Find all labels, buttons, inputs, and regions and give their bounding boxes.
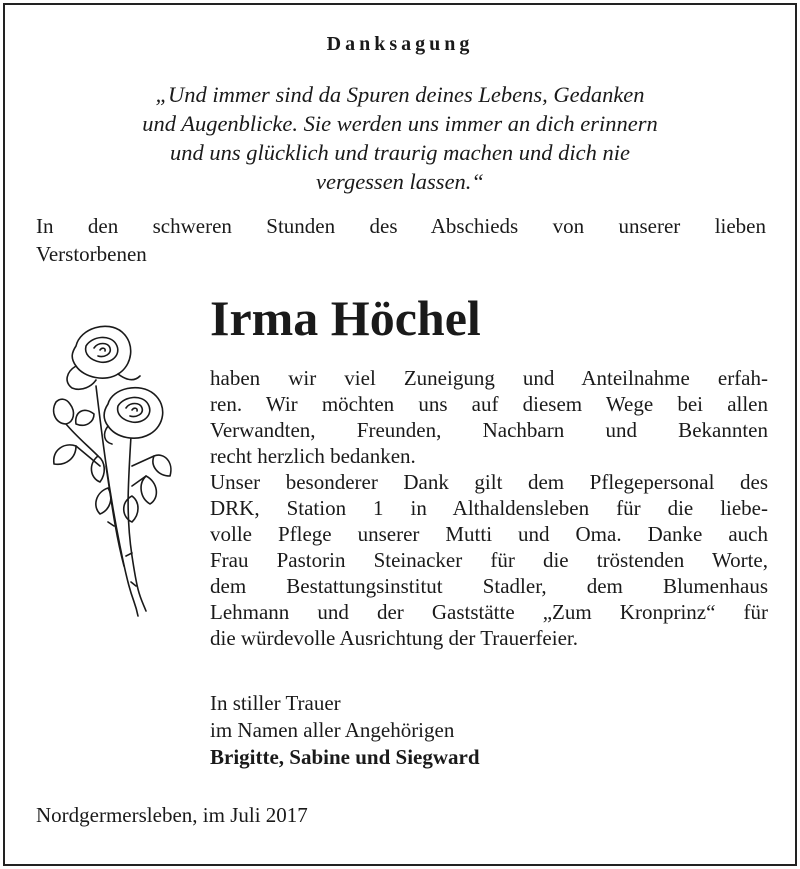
quote-line: „Und immer sind da Spuren deines Lebens, Gedanken	[155, 82, 645, 107]
thank-you-text	[210, 365, 768, 651]
closing-signature	[210, 690, 480, 771]
body-line: die würdevolle Ausrichtung der Trauerfeier.	[210, 626, 578, 650]
body-line: Lehmann und der Gaststätte „Zum Kronprinz“ für	[210, 600, 768, 624]
memorial-quote	[40, 80, 760, 196]
body-line: Unser besonderer Dank gilt dem Pflegepersonal des	[210, 470, 768, 494]
intro-text	[36, 212, 766, 268]
quote-line: und Augenblicke. Sie werden uns immer an dich erinnern	[142, 111, 658, 136]
body-line: recht herzlich bedanken.	[210, 444, 416, 468]
body-line: Frau Pastorin Steinacker für die tröstenden Worte,	[210, 548, 768, 572]
body-line: haben wir viel Zuneigung und Anteilnahme erfah-	[210, 366, 768, 390]
mourner-names: Brigitte, Sabine und Siegward	[210, 745, 480, 769]
roses-illustration-icon	[36, 316, 176, 626]
quote-line: und uns glücklich und traurig machen und dich nie	[170, 140, 630, 165]
body-line: Verwandten, Freunden, Nachbarn und Bekannten	[210, 418, 768, 442]
closing-line: In stiller Trauer	[210, 691, 341, 715]
intro-line: In den schweren Stunden des Abschieds von unserer lieben	[36, 214, 766, 238]
body-line: volle Pflege unserer Mutti und Oma. Danke auch	[210, 522, 768, 546]
notice-heading: Danksagung	[326, 33, 474, 55]
body-line: DRK, Station 1 in Althaldensleben für die liebe-	[210, 496, 768, 520]
body-line: ren. Wir möchten uns auf diesem Wege bei allen	[210, 392, 768, 416]
intro-line: Verstorbenen	[36, 242, 147, 266]
place-and-date: Nordgermersleben, im Juli 2017	[36, 803, 308, 827]
quote-line: vergessen lassen.“	[316, 169, 484, 194]
body-line: dem Bestattungsinstitut Stadler, dem Blumenhaus	[210, 574, 768, 598]
deceased-name: Irma Höchel	[210, 290, 481, 346]
closing-line: im Namen aller Angehörigen	[210, 718, 455, 742]
